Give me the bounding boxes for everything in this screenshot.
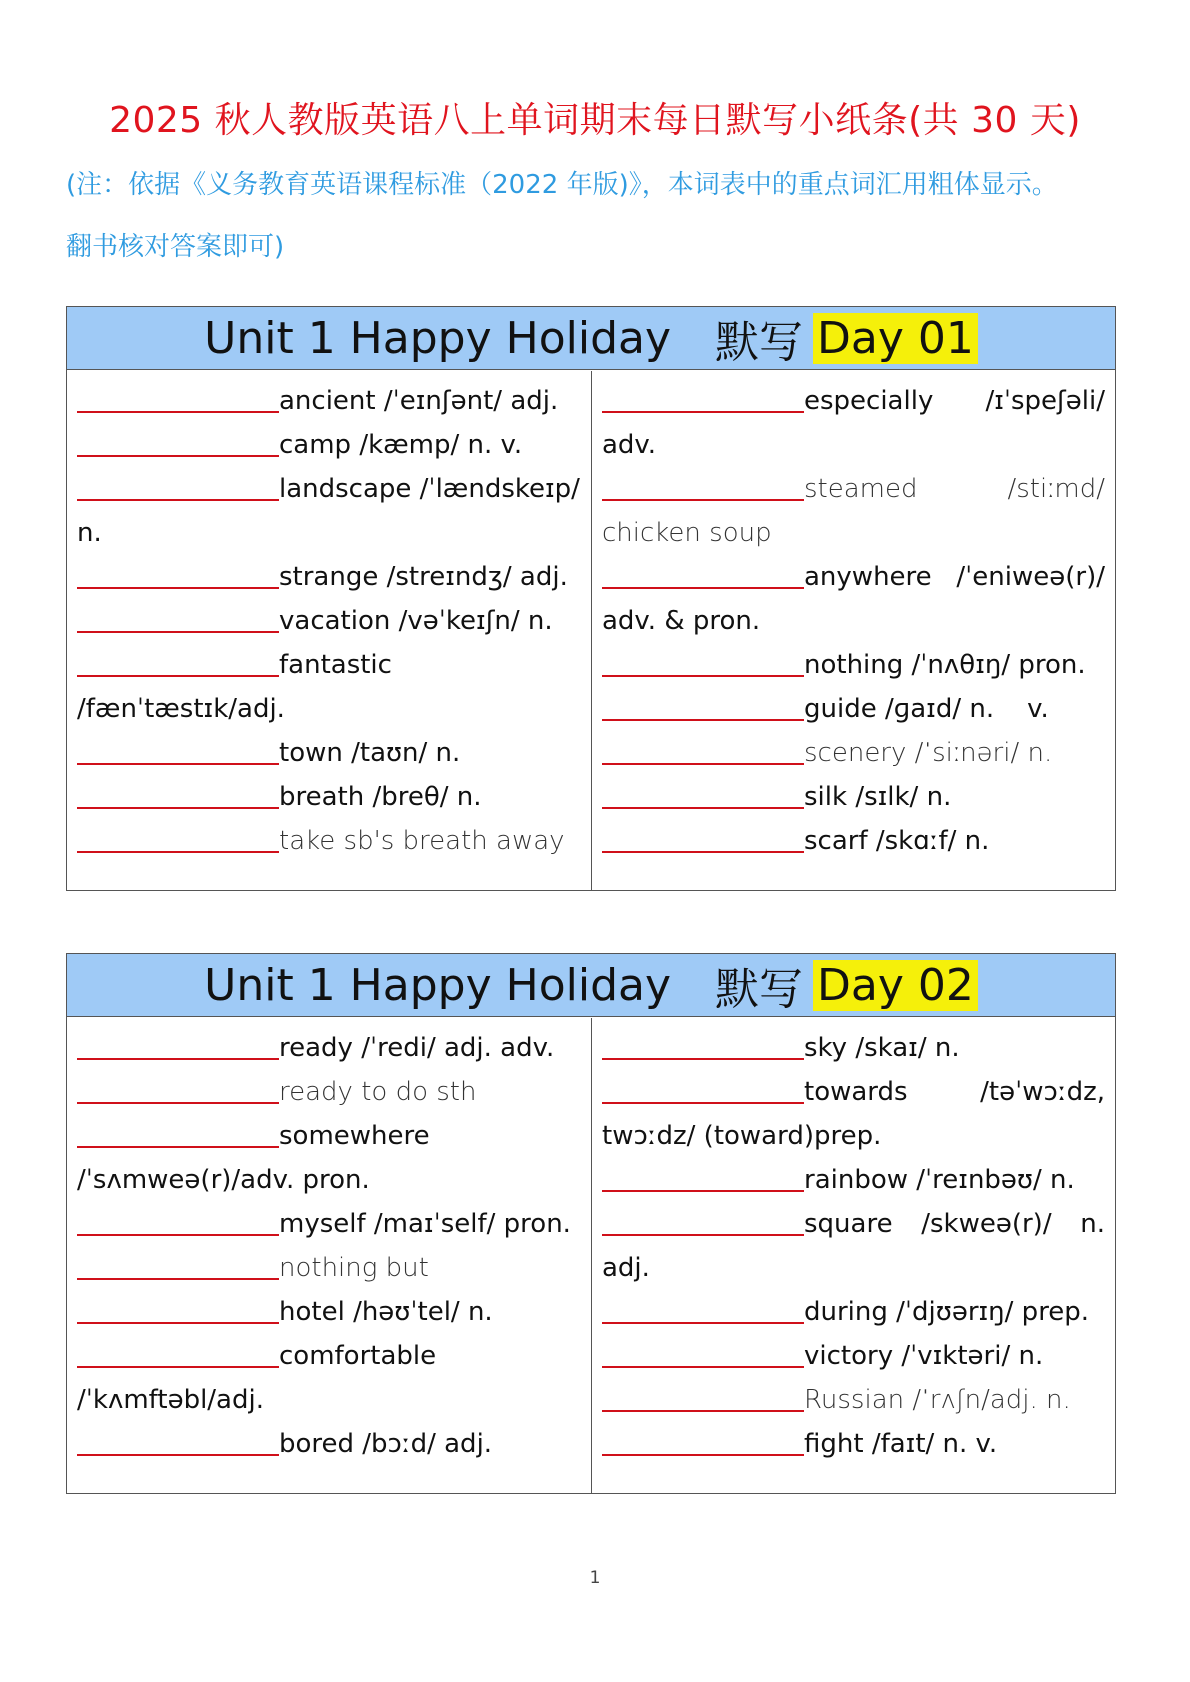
answer-blank[interactable] [77, 651, 279, 677]
page-title: 2025 秋人教版英语八上单词期末每日默写小纸条(共 30 天) [109, 100, 1081, 141]
word-entry: vacation /vəˈkeɪʃn/ n. [77, 599, 581, 643]
word-column-left [67, 371, 591, 890]
word-entry: town /taʊn/ n. [77, 731, 581, 775]
answer-blank[interactable] [602, 827, 804, 853]
answer-blank[interactable] [602, 783, 804, 809]
answer-blank[interactable] [602, 387, 804, 413]
word-entry: square /skweə(r)/ n. [602, 1202, 1105, 1246]
answer-blank[interactable] [602, 695, 804, 721]
word-entry: anywhere /ˈeniweə(r)/ [602, 555, 1105, 599]
answer-blank[interactable] [77, 827, 279, 853]
answer-blank[interactable] [602, 1166, 804, 1192]
answer-blank[interactable] [602, 563, 804, 589]
dictation-label: 默写 [715, 317, 803, 368]
word-entry: victory /ˈvɪktəri/ n. [602, 1334, 1105, 1378]
answer-blank[interactable] [77, 1210, 279, 1236]
unit-title: Unit 1 Happy Holiday [204, 959, 671, 1011]
word-entry: towards /təˈwɔːdz, [602, 1070, 1105, 1114]
answer-blank[interactable] [602, 651, 804, 677]
word-column-right [591, 1018, 1115, 1493]
word-entry-wrap: adv. [602, 430, 657, 460]
word-entry: strange /streɪndʒ/ adj. [77, 555, 581, 599]
word-entry-wrap: twɔːdz/ (toward)prep. [602, 1121, 882, 1151]
answer-blank[interactable] [77, 1078, 279, 1104]
word-entry: nothing but [77, 1246, 581, 1290]
word-entry-wrap: adv. & pron. [602, 606, 761, 636]
sheet-header [67, 307, 1115, 370]
word-entry: scenery /ˈsiːnəri/ n. [602, 731, 1105, 775]
word-entry: comfortable [77, 1334, 581, 1378]
answer-blank[interactable] [77, 783, 279, 809]
word-entry: hotel /həʊˈtel/ n. [77, 1290, 581, 1334]
word-entry: somewhere [77, 1114, 581, 1158]
word-entry: fantastic [77, 643, 581, 687]
answer-blank[interactable] [77, 431, 279, 457]
answer-blank[interactable] [602, 1210, 804, 1236]
answer-blank[interactable] [77, 1122, 279, 1148]
word-entry-wrap: /ˈkʌmftəbl/adj. [77, 1385, 264, 1415]
word-entry: nothing /ˈnʌθɪŋ/ pron. [602, 643, 1105, 687]
answer-blank[interactable] [77, 1254, 279, 1280]
day-badge: Day 01 [813, 313, 978, 364]
sheet-header [67, 954, 1115, 1017]
word-entry-wrap: chicken soup [602, 518, 772, 548]
word-entry: sky /skaɪ/ n. [602, 1026, 1105, 1070]
unit-title: Unit 1 Happy Holiday [204, 312, 671, 364]
dictation-label: 默写 [715, 964, 803, 1015]
answer-blank[interactable] [602, 1034, 804, 1060]
answer-blank[interactable] [77, 387, 279, 413]
note-line-1: (注：依据《义务教育英语课程标准（2022 年版)》，本词表中的重点词汇用粗体显示。 [66, 170, 1058, 200]
word-entry: steamed /stiːmd/ [602, 467, 1105, 511]
word-entry: ready to do sth [77, 1070, 581, 1114]
word-entry: landscape /ˈlændskeɪp/ [77, 467, 581, 511]
word-entry: Russian /ˈrʌʃn/adj. n. [602, 1378, 1105, 1422]
word-entry: camp /kæmp/ n. v. [77, 423, 581, 467]
word-entry: fight /faɪt/ n. v. [602, 1422, 1105, 1466]
day-badge: Day 02 [813, 960, 978, 1011]
answer-blank[interactable] [77, 1430, 279, 1456]
word-entry-wrap: /fænˈtæstɪk/adj. [77, 694, 285, 724]
answer-blank[interactable] [602, 475, 804, 501]
answer-blank[interactable] [77, 475, 279, 501]
word-entry: silk /sɪlk/ n. [602, 775, 1105, 819]
word-entry: rainbow /ˈreɪnbəʊ/ n. [602, 1158, 1105, 1202]
word-entry: bored /bɔːd/ adj. [77, 1422, 581, 1466]
answer-blank[interactable] [77, 739, 279, 765]
answer-blank[interactable] [77, 563, 279, 589]
word-entry: guide /ɡaɪd/ n. v. [602, 687, 1105, 731]
word-entry: during /ˈdjʊərɪŋ/ prep. [602, 1290, 1105, 1334]
answer-blank[interactable] [77, 607, 279, 633]
answer-blank[interactable] [77, 1298, 279, 1324]
word-entry: ancient /ˈeɪnʃənt/ adj. [77, 379, 581, 423]
answer-blank[interactable] [77, 1342, 279, 1368]
word-column-right [591, 371, 1115, 890]
word-entry: especially /ɪˈspeʃəli/ [602, 379, 1105, 423]
answer-blank[interactable] [602, 1342, 804, 1368]
answer-blank[interactable] [602, 1430, 804, 1456]
word-entry: ready /ˈredi/ adj. adv. [77, 1026, 581, 1070]
word-entry-wrap: /ˈsʌmweə(r)/adv. pron. [77, 1165, 370, 1195]
answer-blank[interactable] [602, 1386, 804, 1412]
page-number: 1 [589, 1568, 601, 1588]
answer-blank[interactable] [602, 1298, 804, 1324]
dictation-sheet-day-02 [66, 953, 1116, 1494]
answer-blank[interactable] [602, 1078, 804, 1104]
word-entry: myself /maɪˈself/ pron. [77, 1202, 581, 1246]
answer-blank[interactable] [602, 739, 804, 765]
word-entry: breath /breθ/ n. [77, 775, 581, 819]
word-entry-wrap: adj. [602, 1253, 650, 1283]
word-entry: scarf /skɑːf/ n. [602, 819, 1105, 863]
word-column-left [67, 1018, 591, 1493]
note-line-2: 翻书核对答案即可) [66, 232, 285, 262]
word-entry: take sb's breath away [77, 819, 581, 863]
word-entry-wrap: n. [77, 518, 102, 548]
answer-blank[interactable] [77, 1034, 279, 1060]
dictation-sheet-day-01 [66, 306, 1116, 891]
